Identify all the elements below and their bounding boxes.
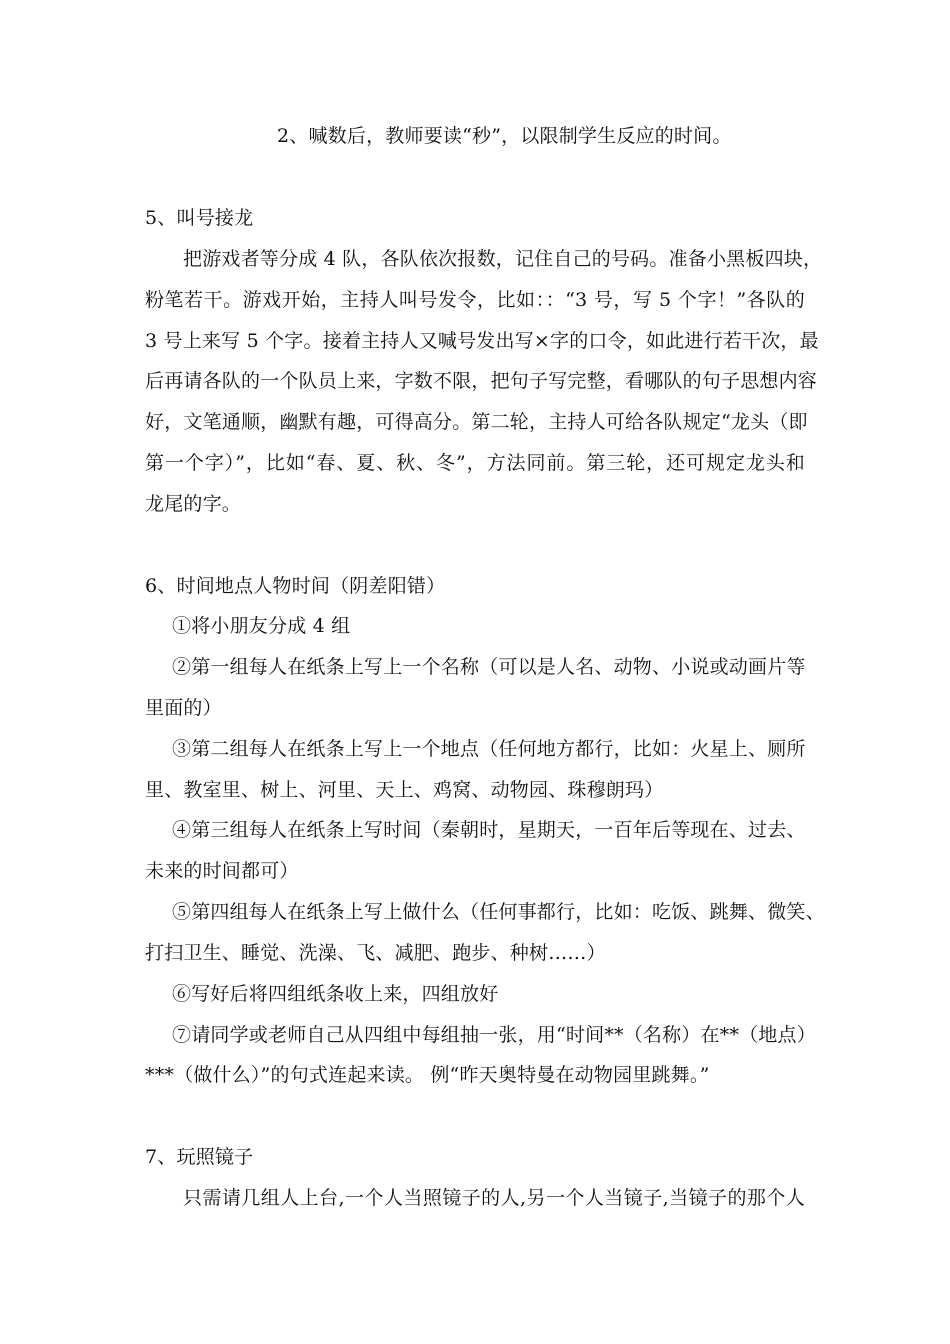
intro-note: 2、喊数后，教师要读“秒”，以限制学生反应的时间。 xyxy=(277,125,732,147)
section6-line: 未来的时间都可） xyxy=(145,860,299,882)
section6-line: ⑥写好后将四组纸条收上来，四组放好 xyxy=(172,983,499,1005)
section6-line: ④第三组每人在纸条上写时间（秦朝时，星期天，一百年后等现在、过去、 xyxy=(172,819,806,841)
section6-line: ③第二组每人在纸条上写上一个地点（任何地方都行，比如：火星上、厕所 xyxy=(172,738,806,760)
section6-line: ①将小朋友分成 4 组 xyxy=(172,615,351,637)
section6-line: 打扫卫生、睡觉、洗澡、飞、减肥、跑步、种树……） xyxy=(145,942,606,964)
section6-line: ②第一组每人在纸条上写上一个名称（可以是人名、动物、小说或动画片等 xyxy=(172,656,806,678)
section5-line: 后再请各队的一个队员上来，字数不限，把句子写完整，看哪队的句子思想内容 xyxy=(145,370,818,392)
section5-line: 好，文笔通顺，幽默有趣，可得高分。第二轮，主持人可给各队规定“龙头（即 xyxy=(145,411,808,433)
section6-line: ⑦请同学或老师自己从四组中每组抽一张，用“时间**（名称）在**（地点） xyxy=(172,1024,816,1046)
section5-line: 龙尾的字。 xyxy=(145,493,242,515)
section5-line: 第一个字）”，比如“春、夏、秋、冬”，方法同前。第三轮，还可规定龙头和 xyxy=(145,452,805,474)
section6-line: ***（做什么）”的句式连起来读。 例“昨天奥特曼在动物园里跳舞。” xyxy=(145,1064,710,1086)
section7-heading: 7、玩照镜子 xyxy=(145,1146,254,1168)
section5-heading: 5、叫号接龙 xyxy=(145,207,254,229)
section6-line: ⑤第四组每人在纸条上写上做什么（任何事都行，比如：吃饭、跳舞、微笑、 xyxy=(172,901,825,923)
section5-line: 粉笔若干。游戏开始，主持人叫号发令，比如：：“3 号，写 5 个字！”各队的 xyxy=(145,289,805,311)
section6-line: 里、教室里、树上、河里、天上、鸡窝、动物园、珠穆朗玛） xyxy=(145,779,664,801)
section6-line: 里面的） xyxy=(145,697,222,719)
section6-heading: 6、时间地点人物时间（阴差阳错） xyxy=(145,575,446,597)
section5-line: 3 号上来写 5 个字。接着主持人又喊号发出写×字的口令，如此进行若干次，最 xyxy=(145,330,819,352)
section5-line: 把游戏者等分成 4 队，各队依次报数，记住自己的号码。准备小黑板四块， xyxy=(183,248,823,270)
section7-line: 只需请几组人上台,一个人当照镜子的人,另一个人当镜子,当镜子的那个人 xyxy=(183,1187,805,1209)
